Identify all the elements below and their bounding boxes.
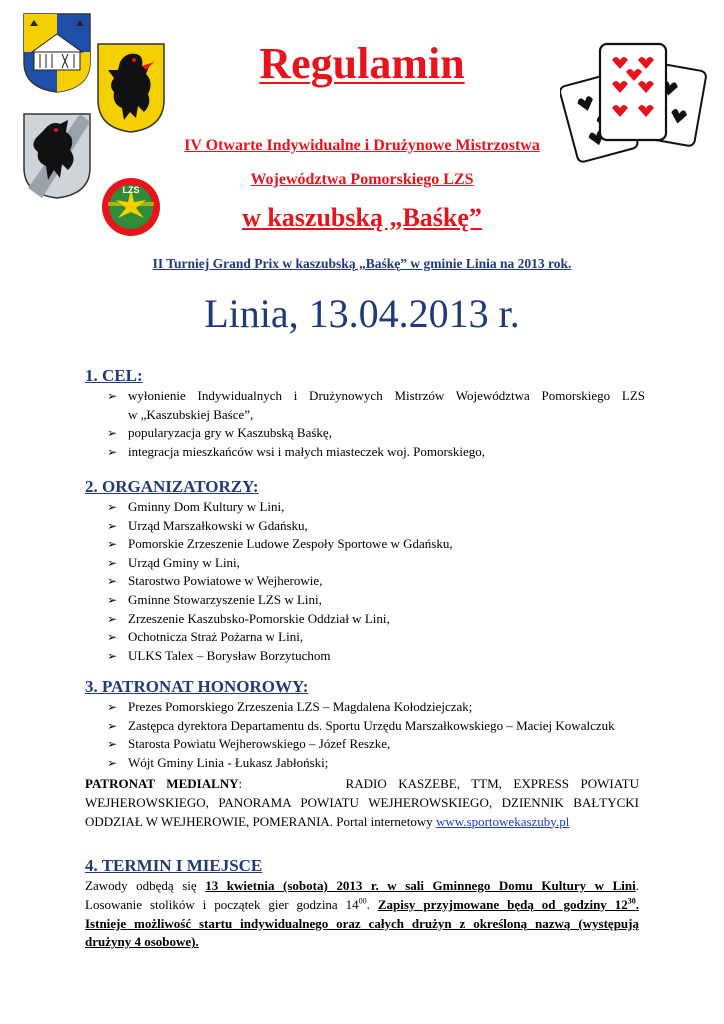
arrow-bullet-icon: ➢ bbox=[107, 592, 118, 607]
section-heading: 2. ORGANIZATORZY: bbox=[85, 477, 259, 496]
arrow-bullet-icon: ➢ bbox=[107, 700, 118, 714]
list-item: ➢ ULKS Talex – Borysław Borzytuchom bbox=[85, 647, 645, 666]
section-patronat-honorowy bbox=[85, 677, 645, 772]
arrow-bullet-icon: ➢ bbox=[107, 737, 118, 752]
media-label: PATRONAT MEDIALNY bbox=[85, 776, 239, 791]
arrow-bullet-icon: ➢ bbox=[107, 755, 118, 770]
subtitle-line-2: Województwa Pomorskiego LZS bbox=[250, 171, 474, 188]
section-organizatorzy bbox=[85, 477, 645, 665]
termin-paragraph bbox=[85, 877, 639, 952]
media-line-1: PATRONAT MEDIALNY: RADIO KASZEBE, TTM, EXPRESS POWIATU bbox=[85, 776, 639, 791]
arrow-bullet-icon: ➢ bbox=[107, 718, 118, 733]
arrow-bullet-icon: ➢ bbox=[107, 389, 118, 403]
arrow-bullet-icon: ➢ bbox=[107, 611, 118, 626]
arrow-bullet-icon: ➢ bbox=[107, 500, 118, 514]
media-patronage-paragraph bbox=[85, 775, 639, 831]
list-item: ➢ Zastępca dyrektora Departamentu ds. Sportu Urzędu Marszałkowskiego – Maciej Kowalczuk bbox=[85, 717, 645, 736]
place-date-heading: Linia, 13.04.2013 r. bbox=[204, 291, 520, 336]
subtitle-line-3: w kaszubską „Baśkę” bbox=[242, 203, 482, 232]
list-item: ➢ Ochotnicza Straż Pożarna w Lini, bbox=[85, 628, 645, 647]
arrow-bullet-icon: ➢ bbox=[107, 426, 118, 441]
section-heading: 3. PATRONAT HONOROWY: bbox=[85, 677, 309, 696]
arrow-bullet-icon: ➢ bbox=[107, 518, 118, 533]
arrow-bullet-icon: ➢ bbox=[107, 555, 118, 570]
list-item: ➢ Urząd Marszałkowski w Gdańsku, bbox=[85, 517, 645, 536]
list-item: ➢ Urząd Gminy w Lini, bbox=[85, 554, 645, 573]
arrow-bullet-icon: ➢ bbox=[107, 574, 118, 589]
media-line-2: WEJHEROWSKIEGO, PANORAMA POWIATU WEJHEROWSKIEGO, DZIENNIK BAŁTYCKI bbox=[85, 794, 639, 810]
lzs-logo-text: LZS bbox=[122, 185, 140, 195]
list-item: ➢ Gminne Stowarzyszenie LZS w Lini, bbox=[85, 591, 645, 610]
section-heading: 1. CEL: bbox=[85, 366, 143, 385]
portal-link[interactable]: www.sportowekaszuby.pl bbox=[435, 813, 570, 829]
list-item: ➢ Prezes Pomorskiego Zrzeszenia LZS – Magdalena Kołodziejczak; bbox=[85, 698, 645, 717]
arrow-bullet-icon: ➢ bbox=[107, 648, 118, 663]
arrow-bullet-icon: ➢ bbox=[107, 444, 118, 459]
subtitle-line-1: IV Otwarte Indywidualne i Drużynowe Mistrzostwa bbox=[184, 137, 540, 154]
list-item: ➢ Starosta Powiatu Wejherowskiego – Józef Reszke, bbox=[85, 735, 645, 754]
list-item: ➢ popularyzacja gry w Kaszubską Baśkę, bbox=[85, 424, 645, 443]
section-cel bbox=[85, 366, 645, 461]
list-item-continuation: w „Kaszubskiej Baśce”, bbox=[128, 406, 254, 422]
section-heading: 4. TERMIN I MIEJSCE bbox=[85, 856, 263, 875]
media-line-3: ODDZIAŁ W WEJHEROWIE, POMERANIA. Portal internetowy www.sportowekaszuby.pl bbox=[85, 813, 570, 829]
list-item: ➢ Zrzeszenie Kaszubsko-Pomorskie Oddział w Lini, bbox=[85, 610, 645, 629]
arrow-bullet-icon: ➢ bbox=[107, 630, 118, 645]
list-item: ➢ Gminny Dom Kultury w Lini, bbox=[85, 498, 645, 517]
grand-prix-line: II Turniej Grand Prix w kaszubską „Baśkę” w gminie Linia na 2013 rok. bbox=[152, 256, 572, 271]
termin-line-1: Zawody odbędą się 13 kwietnia (sobota) 2013 r. w sali Gminnego Domu Kultury w Lini. bbox=[85, 878, 639, 893]
list-item: ➢ integracja mieszkańców wsi i małych miasteczek woj. Pomorskiego, bbox=[85, 443, 645, 462]
arrow-bullet-icon: ➢ bbox=[107, 537, 118, 552]
list-item: ➢ Wójt Gminy Linia - Łukasz Jabłoński; bbox=[85, 754, 645, 773]
page-title: Regulamin bbox=[259, 39, 465, 88]
section-termin bbox=[85, 856, 639, 876]
list-item: ➢ wyłonienie Indywidualnych i Drużynowych Mistrzów Województwa Pomorskiego LZS bbox=[85, 387, 645, 406]
termin-line-3: Istnieje możliwość startu indywidualnego oraz całych drużyn z określoną nazwą (występują drużyny 4 osobowe). bbox=[85, 915, 639, 950]
list-item: ➢ Pomorskie Zrzeszenie Ludowe Zespoły Sportowe w Gdańsku, bbox=[85, 535, 645, 554]
termin-line-2: Losowanie stolików i początek gier godzina $14^{00}$. Zapisy przyjmowane będą od godziny $12^{30}$. bbox=[85, 896, 639, 912]
list-item: ➢ Starostwo Powiatowe w Wejherowie, bbox=[85, 572, 645, 591]
